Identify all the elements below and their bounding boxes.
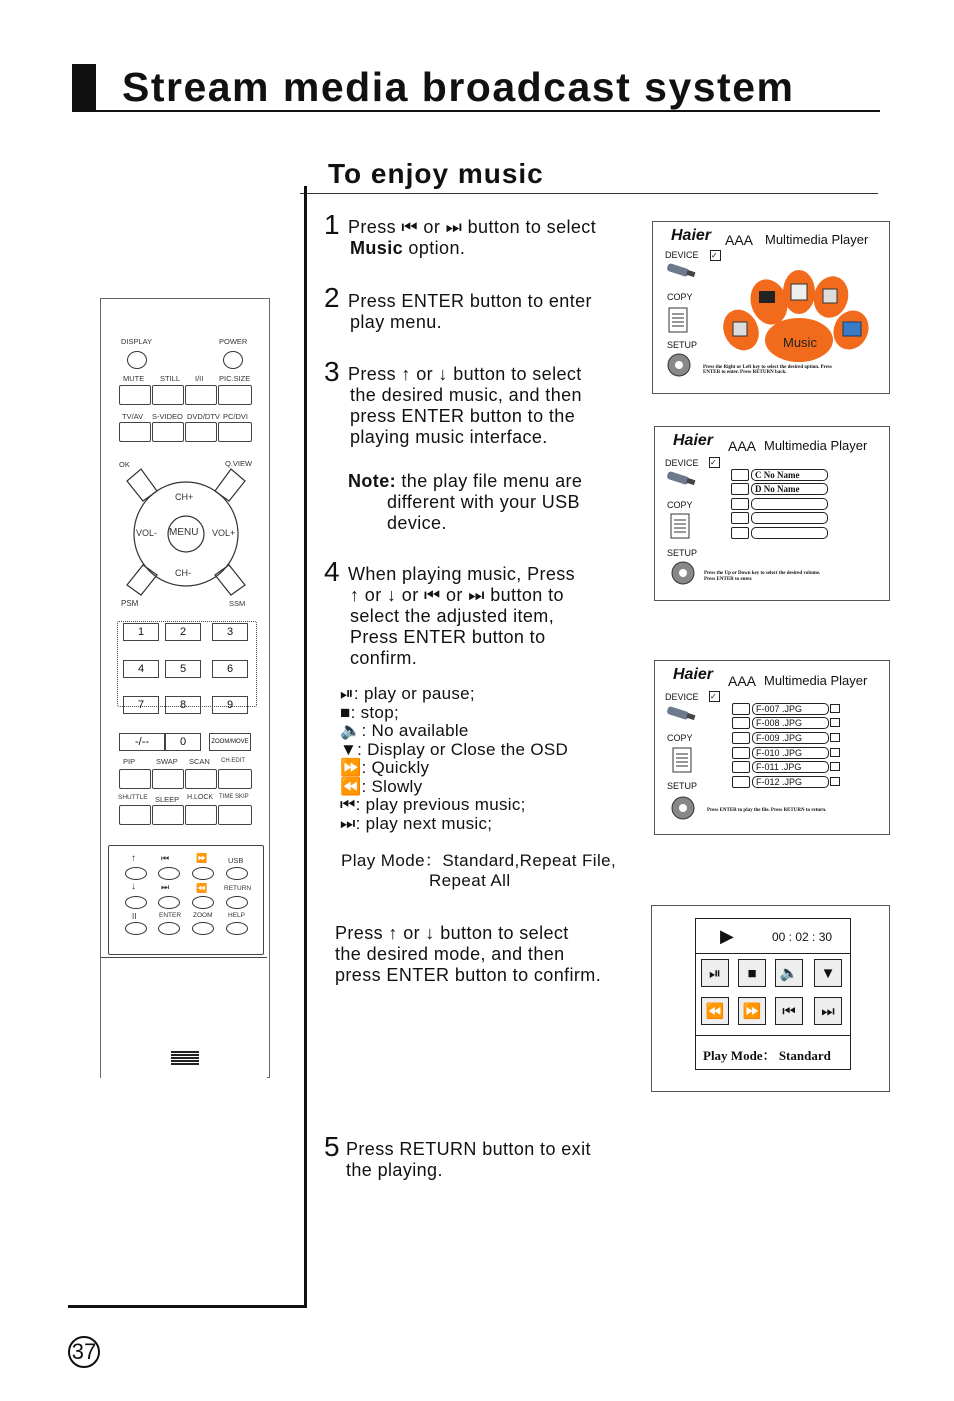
copy-label: COPY — [667, 500, 693, 510]
play-mode-label: Play Mode： — [703, 1048, 776, 1063]
step-1-number: 1 — [324, 209, 340, 240]
drive-name — [751, 527, 828, 539]
step-5-line: Press RETURN button to exit — [346, 1139, 591, 1159]
remote-label: RETURN — [224, 885, 252, 892]
elapsed-time: 00 : 02 : 30 — [772, 930, 833, 944]
step-4-line: Press ENTER button to — [350, 627, 546, 647]
step-4-line: ↑ or ↓ or ⏮ or ⏭ button to — [350, 585, 564, 605]
camera-icon — [830, 748, 840, 757]
step-3-line: Press ↑ or ↓ button to select — [348, 364, 582, 384]
legend-item: ⏯: play or pause; — [340, 684, 475, 703]
step-5-line: the playing. — [346, 1160, 443, 1180]
pause-icon: II — [132, 912, 137, 921]
play-icon — [732, 761, 750, 773]
speaker-grille — [171, 1051, 199, 1065]
help-button — [226, 922, 248, 935]
rewind-icon: ⏪ — [196, 883, 208, 893]
hint-text: Press the Up or Down key to select the desired volume. — [704, 571, 821, 576]
remote-label: ZOOM — [193, 912, 213, 919]
mute-button — [119, 385, 151, 405]
play-icon — [732, 717, 750, 729]
hint-text: Press ENTER to play the file. Press RETURN to return. — [707, 808, 827, 813]
up-button — [125, 867, 147, 880]
pip-button — [119, 769, 151, 789]
check-icon: ✓ — [709, 691, 720, 702]
play-mode-line: Repeat All — [429, 871, 511, 890]
play-mode-line: Play Mode：Standard,Repeat File, — [341, 851, 617, 870]
digit-button: 6 — [212, 660, 248, 678]
slow-icon: ⏪ — [701, 997, 729, 1025]
play-mode-text — [341, 851, 616, 891]
camera-icon — [830, 733, 840, 742]
screen-file-list — [654, 660, 890, 835]
remote-label: SHUTTLE — [118, 794, 148, 801]
header-bar — [72, 64, 96, 112]
camera-icon — [830, 762, 840, 771]
copy-label: COPY — [667, 292, 693, 302]
step-4-line: confirm. — [350, 648, 418, 668]
check-icon: ✓ — [710, 250, 721, 261]
remote-label: SLEEP — [155, 795, 180, 804]
music-option-label: Music — [783, 335, 817, 350]
usb-device-icon — [665, 705, 699, 725]
rew-button — [192, 896, 214, 909]
legend-item: ⏩: Quickly — [340, 758, 430, 777]
step-3-line: the desired music, and then — [350, 385, 582, 405]
aaa-label: AAA — [728, 438, 757, 454]
play-icon — [731, 498, 749, 510]
remote-label: MUTE — [123, 374, 145, 383]
tvav-button — [119, 422, 151, 442]
remote-label: DVD/DTV — [187, 412, 220, 421]
hint-text: Press the Right or Left key to select the desired option. Press ENTER to enter. Press RETURN back. — [703, 365, 832, 375]
legend-item: ■: stop; — [340, 702, 399, 722]
legend-item: ▼: Display or Close the OSD — [340, 739, 569, 759]
digit-button: 2 — [165, 623, 201, 641]
step-1-bold: Music — [350, 238, 404, 258]
next-button — [158, 896, 180, 909]
step-5-number: 5 — [324, 1131, 340, 1162]
dash-button: -/-- — [119, 733, 165, 751]
haier-logo: Haier — [671, 227, 712, 244]
enter-button — [158, 922, 180, 935]
drive-name: D No Name — [751, 483, 828, 495]
up-arrow-icon: ↑ — [131, 853, 136, 864]
file-name: F-009 .JPG — [752, 732, 829, 744]
zoom-move-button: ZOOM/MOVE — [209, 733, 251, 751]
legend-item: 🔈: No available — [340, 721, 469, 740]
screen-player-frame — [651, 905, 890, 1092]
remote-label: Q.VIEW — [225, 459, 253, 468]
step-4-text — [348, 564, 575, 669]
down-button — [125, 896, 147, 909]
play-icon — [732, 747, 750, 759]
svideo-button — [152, 422, 184, 442]
shuttle-button — [119, 805, 151, 825]
chedit-button — [218, 769, 252, 789]
remote-label: H.LOCK — [187, 794, 214, 801]
remote-label: CH+ — [175, 492, 194, 502]
previous-icon: ⏮ — [775, 997, 803, 1025]
header-rule — [72, 110, 880, 112]
section-title: To enjoy music — [328, 158, 544, 189]
play-icon — [732, 776, 750, 788]
vertical-rule — [304, 186, 307, 1308]
document-icon — [667, 306, 691, 336]
power-button — [223, 351, 243, 369]
file-name: F-012 .JPG — [752, 776, 829, 788]
play-icon — [731, 469, 749, 481]
mode-select-text — [335, 923, 601, 986]
bottom-rule — [68, 1305, 306, 1308]
play-pause-icon: ⏯ — [701, 959, 729, 987]
remote-label: ENTER — [159, 912, 182, 919]
remote-label: I/II — [195, 374, 204, 383]
note-label: Note: — [348, 471, 396, 491]
device-label: DEVICE — [665, 692, 699, 702]
step-3-text — [348, 364, 582, 448]
step-4-number: 4 — [324, 556, 340, 587]
usb-device-icon — [665, 262, 699, 282]
setup-label: SETUP — [667, 340, 698, 350]
hint-text: Press ENTER to enter. — [704, 577, 753, 582]
step-5-text — [346, 1139, 591, 1181]
step-2-text — [348, 291, 592, 333]
mode-select-line: Press ↑ or ↓ button to select — [335, 923, 569, 943]
drive-name — [751, 498, 828, 510]
next-icon: ⏭ — [161, 882, 170, 892]
screen-device-list — [654, 426, 890, 601]
step-1-line1: Press ⏮ or ⏭ button to select — [348, 217, 597, 237]
digit-button: 3 — [212, 623, 248, 641]
stop-icon: ■ — [738, 959, 766, 987]
step-4-line: When playing music, Press — [348, 564, 576, 584]
play-icon — [731, 512, 749, 524]
aaa-label: AAA — [728, 673, 757, 689]
still-button — [152, 385, 184, 405]
osd-toggle-icon: ▼ — [814, 959, 842, 987]
play-icon — [731, 483, 749, 495]
player-title: Multimedia Player — [764, 438, 868, 453]
page-title: Stream media broadcast system — [122, 64, 795, 110]
remote-label: PSM — [121, 599, 139, 608]
digit-button: 1 — [123, 623, 159, 641]
remote-label: HELP — [228, 912, 245, 919]
forward-icon: ⏩ — [196, 853, 208, 863]
setup-label: SETUP — [667, 548, 698, 558]
next-icon: ⏭ — [814, 997, 842, 1025]
remote-label: POWER — [219, 337, 248, 346]
swap-button — [152, 769, 184, 789]
legend-item: ⏪: Slowly — [340, 776, 423, 796]
camera-icon — [830, 718, 840, 727]
drive-name: C No Name — [751, 469, 828, 481]
play-icon — [731, 527, 749, 539]
haier-logo: Haier — [673, 666, 714, 683]
play-mode-value: Standard — [778, 1048, 831, 1063]
setup-gear-icon — [670, 560, 696, 586]
camera-icon — [830, 704, 840, 713]
remote-label: OK — [119, 460, 130, 469]
digit-button: 4 — [123, 660, 159, 678]
mode-select-line: the desired mode, and then — [335, 944, 565, 964]
pause-button — [125, 922, 147, 935]
remote-label: PC/DVI — [223, 412, 249, 421]
remote-control-illustration — [100, 298, 270, 1078]
player-title: Multimedia Player — [764, 673, 868, 688]
step-2-line: Press ENTER button to enter — [348, 291, 592, 311]
note-text: device. — [387, 513, 447, 533]
camera-icon — [830, 777, 840, 786]
file-name: F-010 .JPG — [752, 747, 829, 759]
file-name: F-008 .JPG — [752, 717, 829, 729]
setup-label: SETUP — [667, 781, 698, 791]
audio-button — [185, 385, 217, 405]
picsize-button — [218, 385, 252, 405]
remote-label: VOL+ — [212, 528, 236, 538]
remote-label: SSM — [229, 599, 246, 608]
hlock-button — [185, 805, 217, 825]
remote-label: CH.EDIT — [221, 758, 245, 764]
remote-label: PIP — [123, 757, 136, 766]
step-2-line: play menu. — [350, 312, 443, 332]
play-icon — [732, 703, 750, 715]
step-4-line: select the adjusted item, — [350, 606, 555, 626]
page-number: 37 — [68, 1336, 100, 1368]
play-mode-status — [703, 1045, 831, 1064]
note-text: different with your USB — [387, 492, 580, 512]
remote-label: SCAN — [189, 757, 210, 766]
digit-button: 0 — [165, 733, 201, 751]
remote-label: MENU — [169, 527, 199, 538]
check-icon: ✓ — [709, 457, 720, 468]
prev-button — [158, 867, 180, 880]
haier-logo: Haier — [673, 432, 714, 449]
pcdvi-button — [218, 422, 252, 442]
legend — [340, 685, 568, 833]
return-button — [226, 896, 248, 909]
section-rule — [300, 193, 878, 194]
remote-label: STILL — [160, 374, 181, 383]
usb-button — [226, 867, 248, 880]
digit-button: 8 — [165, 696, 201, 714]
device-label: DEVICE — [665, 250, 699, 260]
prev-icon: ⏮ — [161, 853, 170, 863]
setup-gear-icon — [666, 352, 692, 378]
note — [348, 471, 582, 534]
remote-label: S-VIDEO — [152, 412, 183, 421]
legend-item: ⏭: play next music; — [340, 813, 493, 833]
note-text: the play file menu are — [396, 471, 583, 491]
digit-button: 7 — [123, 696, 159, 714]
file-name: F-011 .JPG — [752, 761, 829, 773]
display-button — [127, 351, 147, 369]
step-1-rest: option. — [403, 238, 466, 258]
remote-label: USB — [228, 856, 244, 865]
player-title: Multimedia Player — [765, 232, 869, 247]
timeskip-button — [218, 805, 252, 825]
aaa-label: AAA — [725, 232, 754, 248]
remote-label: DISPLAY — [121, 337, 153, 346]
step-3-line: playing music interface. — [350, 427, 548, 447]
step-1-text — [348, 217, 596, 259]
digit-button: 5 — [165, 660, 201, 678]
document-icon — [669, 512, 693, 542]
remote-label: CH- — [175, 568, 191, 578]
remote-label: TV/AV — [122, 412, 144, 421]
step-2-number: 2 — [324, 282, 340, 313]
document-icon — [671, 746, 695, 776]
setup-gear-icon — [670, 795, 696, 821]
play-icon: ▶ — [720, 926, 734, 946]
play-icon — [732, 732, 750, 744]
drive-name — [751, 512, 828, 524]
volume-icon: 🔈 — [775, 959, 803, 987]
remote-label: VOL- — [136, 528, 158, 538]
usb-device-icon — [665, 470, 699, 490]
screen-main-menu — [652, 221, 890, 394]
copy-label: COPY — [667, 733, 693, 743]
device-label: DEVICE — [665, 458, 699, 468]
legend-item: ⏮: play previous music; — [340, 795, 526, 814]
remote-label: SWAP — [156, 757, 178, 766]
mode-select-line: press ENTER button to confirm. — [335, 965, 602, 985]
zoom-button — [192, 922, 214, 935]
fwd-button — [192, 867, 214, 880]
sleep-button — [152, 805, 184, 825]
digit-button: 9 — [212, 696, 248, 714]
step-3-number: 3 — [324, 356, 340, 387]
step-3-line: press ENTER button to the — [350, 406, 576, 426]
remote-label: TIME SKIP — [219, 794, 249, 800]
remote-label: PIC.SIZE — [219, 374, 251, 383]
dvd-button — [185, 422, 217, 442]
file-name: F-007 .JPG — [752, 703, 829, 715]
fast-icon: ⏩ — [738, 997, 766, 1025]
scan-button — [185, 769, 217, 789]
down-arrow-icon: ↓ — [131, 881, 136, 892]
player-panel — [695, 918, 851, 1070]
